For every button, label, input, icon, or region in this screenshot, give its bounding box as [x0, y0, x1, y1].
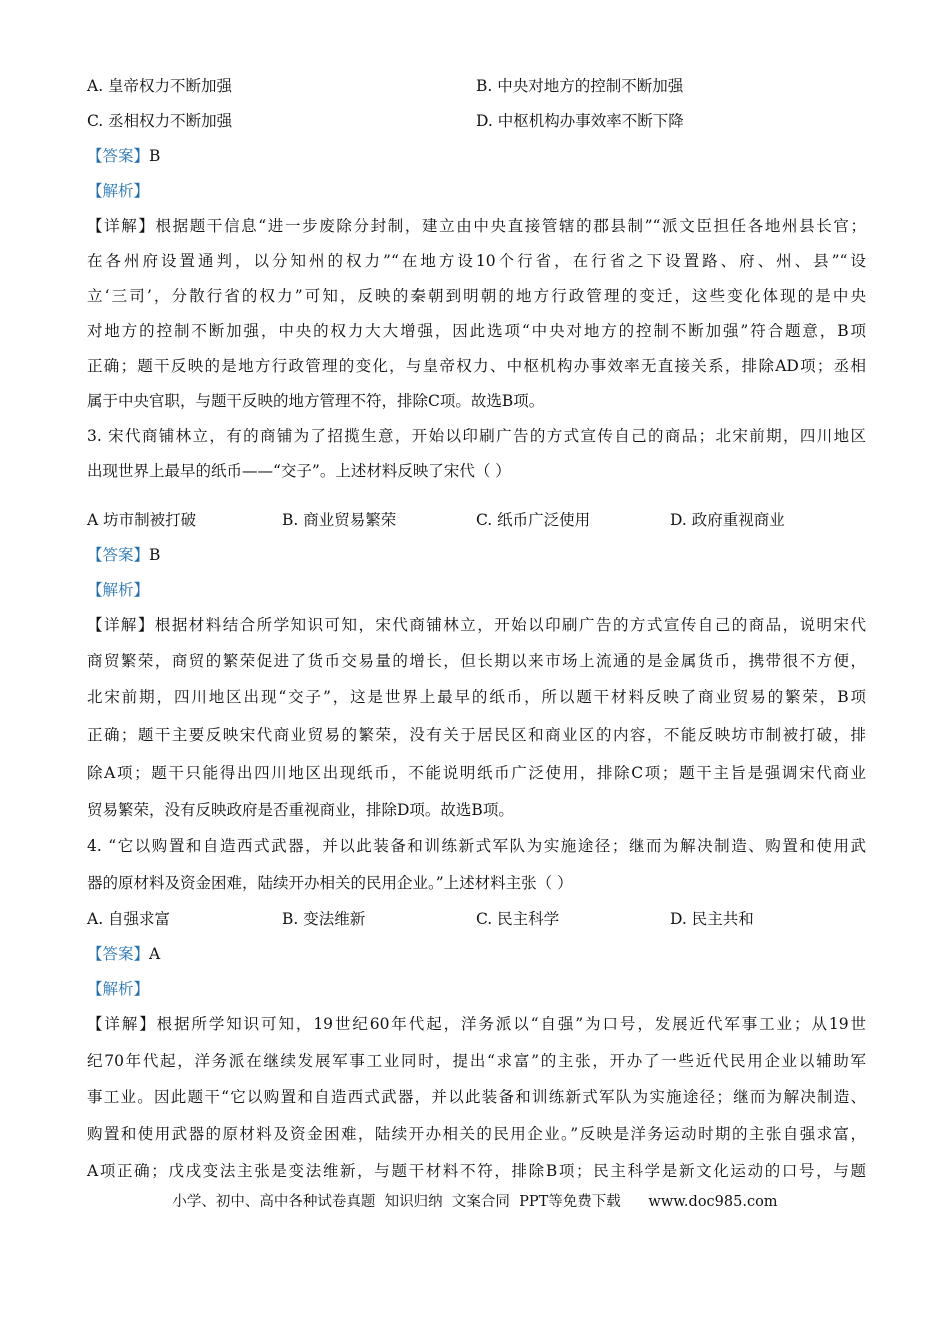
- q3-stem-line-2: 出现世界上最早的纸币——“交子”。上述材料反映了宋代（ ）: [87, 462, 511, 480]
- q2-analysis-tag: 【解析】: [87, 182, 150, 200]
- q4-option-d: D. 民主共和: [670, 910, 754, 928]
- q2-detail-line-2: 在各州府设置通判，以分知州的权力”“在地方设10个行省，在行省之下设置路、府、州、县”“设: [87, 252, 866, 270]
- q2-detail-line-1: [87, 215, 866, 237]
- q4-stem-line-1: 4. “它以购置和自造西式武器，并以此装备和训练新式军队为实施途径；继而为解决制造、购置和使用武: [87, 837, 866, 855]
- q2-detail-line-4: 对地方的控制不断加强，中央的权力大大增强，因此选项“中央对地方的控制不断加强”符合题意，B项: [87, 322, 866, 340]
- q2-detail-text-1: 根据题干信息“进一步废除分封制，建立由中央直接管辖的郡县制”“派文臣担任各地州县长官；: [155, 217, 866, 235]
- q3-detail-line-5: 除A项；题干只能得出四川地区出现纸币，不能说明纸币广泛使用，排除C项；题干主旨是强调宋代商业: [87, 764, 866, 782]
- q2-option-c: C. 丞相权力不断加强: [87, 112, 233, 130]
- q3-analysis-tag: 【解析】: [87, 581, 150, 599]
- q3-detail-line-4: 正确；题干主要反映宋代商业贸易的繁荣，没有关于居民区和商业区的内容，不能反映坊市制被打破，排: [87, 726, 866, 744]
- q3-option-c: C. 纸币广泛使用: [476, 511, 591, 529]
- q4-answer-line: [87, 943, 866, 965]
- q4-detail-text-1: 根据所学知识可知，19世纪60年代起，洋务派以“自强”为口号，发展近代军事工业；从19世: [156, 1015, 866, 1033]
- q4-detail-line-1: [87, 1013, 866, 1035]
- q3-detail-line-6: 贸易繁荣，没有反映政府是否重视商业，排除D项。故选B项。: [87, 801, 514, 819]
- q3-option-d: D. 政府重视商业: [670, 511, 785, 529]
- q4-detail-line-3: 事工业。因此题干“它以购置和自造西式武器，并以此装备和训练新式军队为实施途径；继而为解决制造、: [87, 1088, 866, 1106]
- q2-detail-line-5: 正确；题干反映的是地方行政管理的变化，与皇帝权力、中枢机构办事效率无直接关系，排除AD项；丞相: [87, 357, 866, 375]
- q3-stem-line-1: 3. 宋代商铺林立，有的商铺为了招揽生意，开始以印刷广告的方式宣传自己的商品；北宋前期，四川地区: [87, 427, 866, 445]
- q4-detail-line-5: A项正确；戊戌变法主张是变法维新，与题干材料不符，排除B项；民主科学是新文化运动的口号，与题: [87, 1162, 866, 1180]
- q3-detail-line-2: 商贸繁荣，商贸的繁荣促进了货币交易量的增长，但长期以来市场上流通的是金属货币，携带很不方便，: [87, 652, 866, 670]
- q2-answer-tag: 【答案】: [87, 147, 150, 165]
- q2-option-b: B. 中央对地方的控制不断加强: [476, 77, 684, 95]
- q2-option-a: A. 皇帝权力不断加强: [87, 77, 233, 95]
- q4-option-c: C. 民主科学: [476, 910, 560, 928]
- page-footer: 小学、初中、高中各种试卷真题 知识归纳 文案合同 PPT等免费下载 www.doc985.com: [172, 1194, 778, 1210]
- q2-answer-line: [87, 145, 866, 167]
- q3-detail-tag: 【详解】: [87, 616, 155, 634]
- q3-answer-tag: 【答案】: [87, 546, 150, 564]
- q4-detail-line-4: 购置和使用武器的原材料及资金困难，陆续开办相关的民用企业。”反映是洋务运动时期的主张自强求富，: [87, 1125, 866, 1143]
- q2-detail-line-6: 属于中央官职，与题干反映的地方管理不符，排除C项。故选B项。: [87, 392, 545, 410]
- q3-option-a: A 坊市制被打破: [87, 511, 197, 529]
- q4-answer-tag: 【答案】: [87, 945, 150, 963]
- q3-detail-text-1: 根据材料结合所学知识可知，宋代商铺林立，开始以印刷广告的方式宣传自己的商品，说明宋代: [154, 616, 866, 634]
- q4-analysis-tag: 【解析】: [87, 980, 150, 998]
- q2-detail-tag: 【详解】: [87, 217, 156, 235]
- q4-option-b: B. 变法维新: [282, 910, 366, 928]
- q3-answer-line: [87, 544, 866, 566]
- q4-option-a: A. 自强求富: [87, 910, 171, 928]
- q3-detail-line-1: [87, 614, 866, 636]
- q4-detail-tag: 【详解】: [87, 1015, 157, 1033]
- q3-answer: B: [149, 546, 161, 564]
- q4-stem-line-2: 器的原材料及资金困难，陆续开办相关的民用企业。”上述材料主张（ ）: [87, 874, 573, 892]
- q4-answer: A: [149, 945, 161, 963]
- q3-option-b: B. 商业贸易繁荣: [282, 511, 397, 529]
- q2-option-d: D. 中枢机构办事效率不断下降: [476, 112, 684, 130]
- q2-answer: B: [149, 147, 161, 165]
- q2-detail-line-3: 立‘三司’，分散行省的权力”可知，反映的秦朝到明朝的地方行政管理的变迁，这些变化体现的是中央: [87, 287, 866, 305]
- q3-detail-line-3: 北宋前期，四川地区出现“交子”，这是世界上最早的纸币，所以题干材料反映了商业贸易的繁荣，B项: [87, 688, 866, 706]
- q4-detail-line-2: 纪70年代起，洋务派在继续发展军事工业同时，提出“求富”的主张，开办了一些近代民用企业以辅助军: [87, 1052, 866, 1070]
